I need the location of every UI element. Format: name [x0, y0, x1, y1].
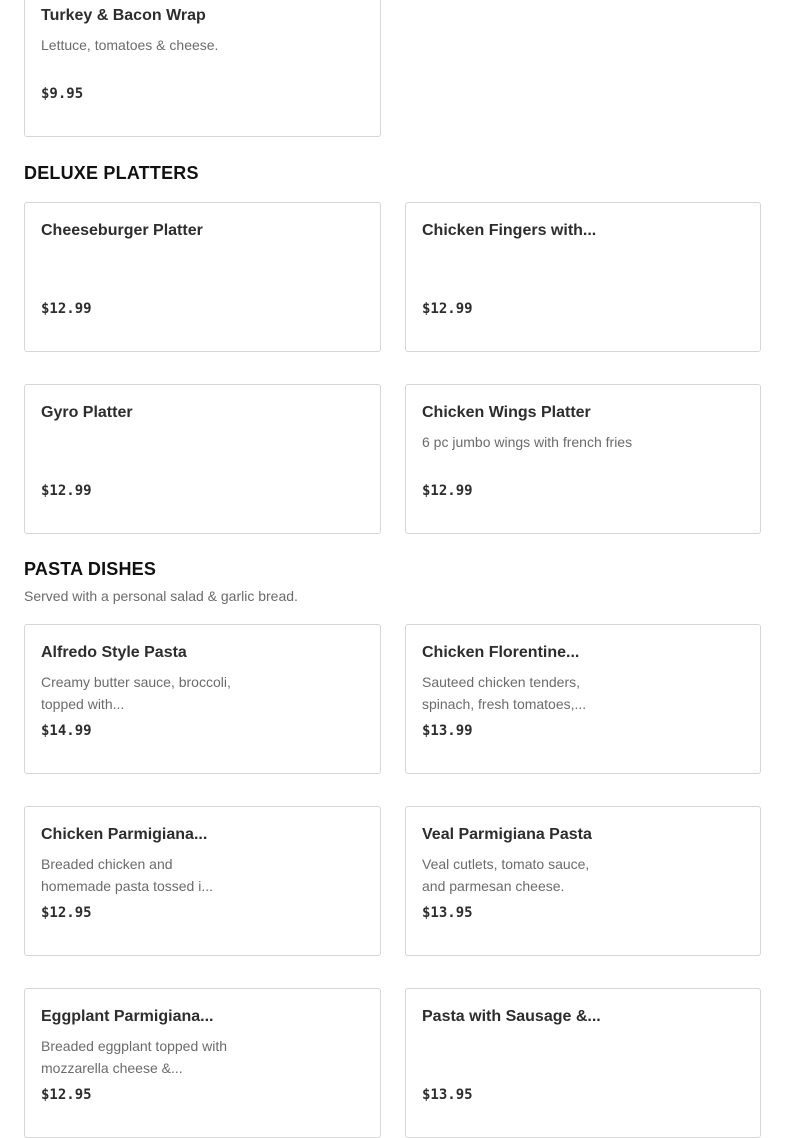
item-name: Chicken Florentine... [422, 644, 580, 661]
menu-item-card[interactable] [24, 806, 381, 956]
menu-item-card[interactable] [24, 988, 381, 1138]
item-description: Sauteed chicken tenders, spinach, fresh tomatoes,... [422, 674, 587, 712]
item-price: $13.95 [422, 905, 473, 921]
item-price: $14.99 [41, 723, 92, 739]
item-price: $13.95 [422, 1087, 473, 1103]
item-price: $12.95 [41, 905, 92, 921]
item-name: Veal Parmigiana Pasta [422, 826, 592, 843]
item-price: $13.99 [422, 723, 473, 739]
menu-item-card[interactable] [24, 624, 381, 774]
menu-item-card[interactable] [24, 202, 381, 352]
menu-item-card[interactable] [405, 988, 761, 1138]
item-name: Chicken Parmigiana... [41, 826, 208, 843]
item-name: Turkey & Bacon Wrap [41, 7, 206, 24]
menu-item-card[interactable] [405, 384, 761, 534]
menu-item-card[interactable] [24, 384, 381, 534]
section-title-pasta-dishes: PASTA DISHES [24, 559, 157, 579]
menu-item-card[interactable] [405, 806, 761, 956]
item-name: Cheeseburger Platter [41, 222, 203, 239]
item-description: 6 pc jumbo wings with french fries [422, 434, 633, 450]
item-name: Gyro Platter [41, 404, 133, 421]
item-price: $12.95 [41, 1087, 92, 1103]
item-description: Creamy butter sauce, broccoli, topped with... [41, 674, 231, 712]
section-subtitle: Served with a personal salad & garlic bread. [24, 588, 298, 604]
menu-item-card[interactable] [24, 0, 381, 137]
item-name: Pasta with Sausage &... [422, 1008, 601, 1025]
item-price: $9.95 [41, 86, 84, 102]
item-name: Chicken Fingers with... [422, 222, 597, 239]
item-description: Lettuce, tomatoes & cheese. [41, 37, 219, 53]
item-description: Breaded chicken and homemade pasta tossed i... [41, 856, 213, 894]
section-title-deluxe-platters: DELUXE PLATTERS [24, 163, 199, 183]
menu-item-card[interactable] [405, 624, 761, 774]
item-name: Eggplant Parmigiana... [41, 1008, 214, 1025]
item-description: Veal cutlets, tomato sauce, and parmesan cheese. [422, 856, 590, 894]
item-price: $12.99 [41, 483, 92, 499]
item-name: Alfredo Style Pasta [41, 644, 187, 661]
item-price: $12.99 [422, 301, 473, 317]
item-price: $12.99 [422, 483, 473, 499]
item-description: Breaded eggplant topped with mozzarella cheese &... [41, 1038, 228, 1076]
menu-item-card[interactable] [405, 202, 761, 352]
item-price: $12.99 [41, 301, 92, 317]
item-name: Chicken Wings Platter [422, 404, 591, 421]
